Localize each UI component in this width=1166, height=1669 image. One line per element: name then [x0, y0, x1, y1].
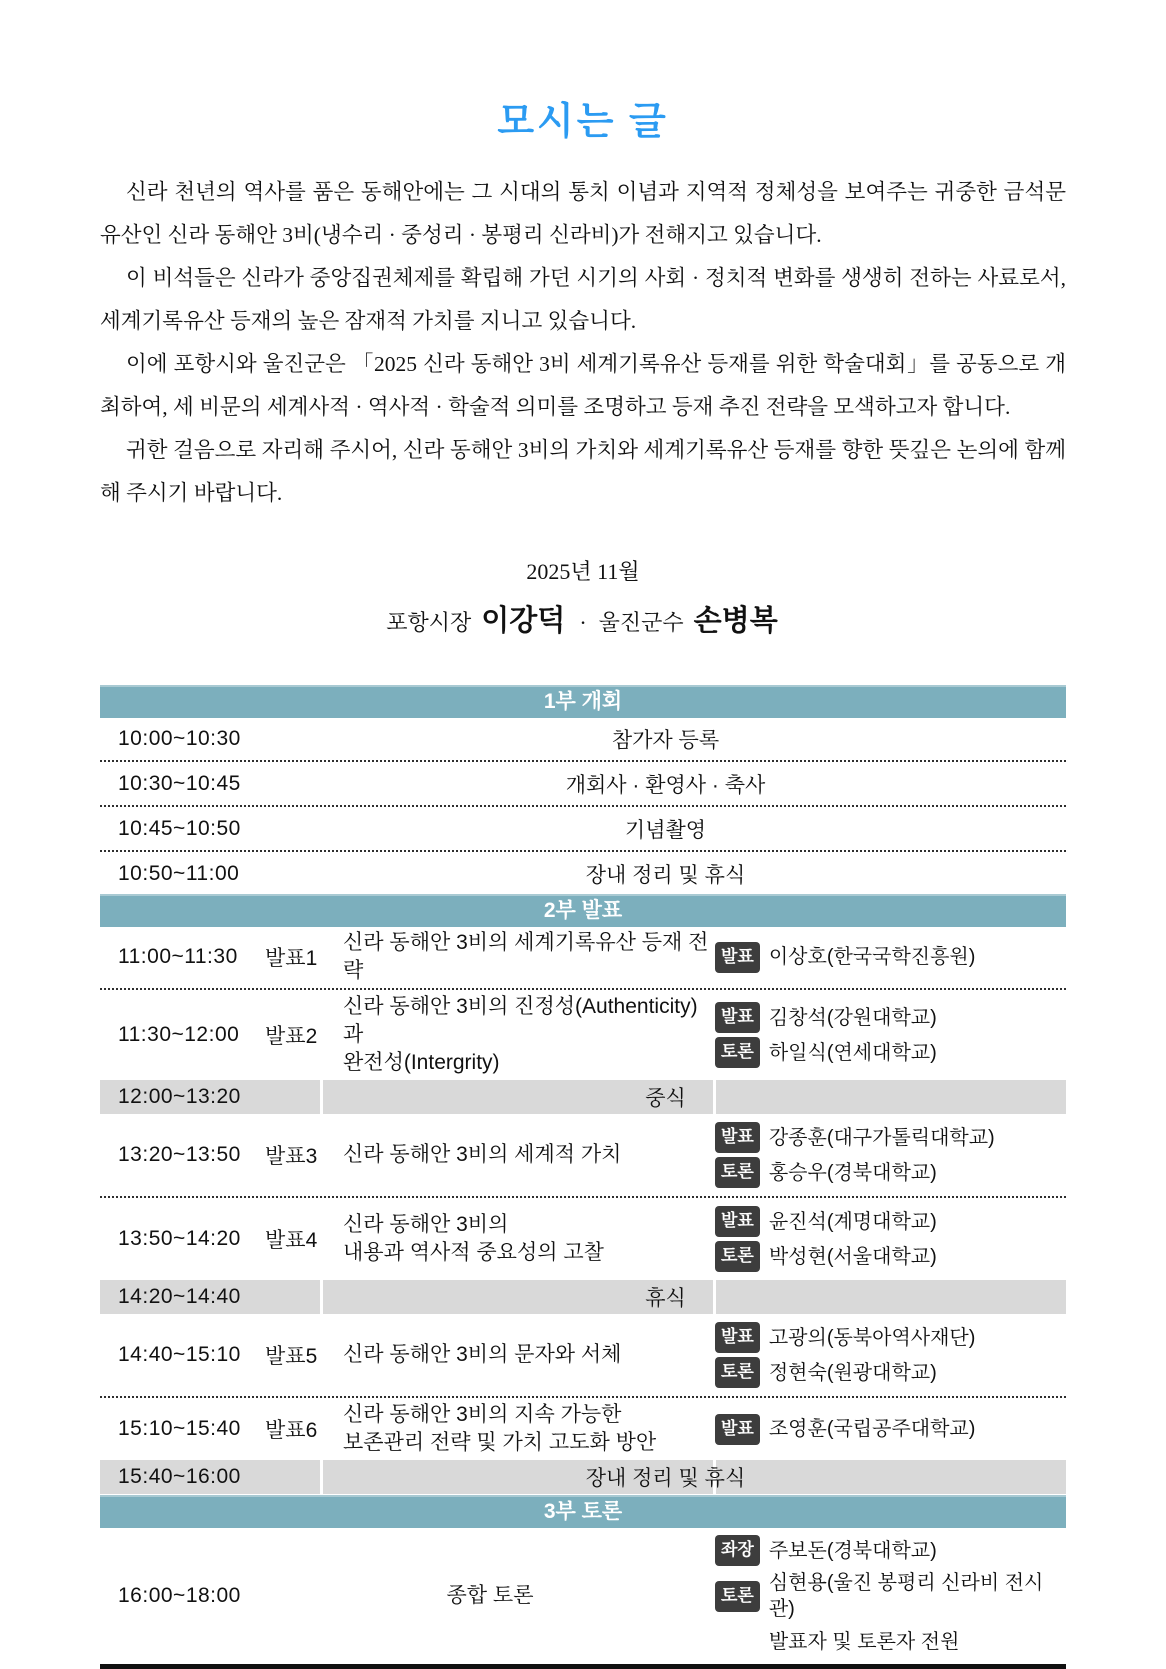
presenter-name: 홍승우(경북대학교) — [768, 1161, 937, 1184]
talk-title-line: 완전성(Intergrity) — [343, 1051, 500, 1074]
row-divider — [100, 988, 1066, 990]
schedule-row — [100, 1079, 1066, 1115]
talk-title-line: 신라 동해안 3비의 지속 가능한 — [343, 1403, 622, 1426]
presenter — [715, 1157, 1066, 1188]
row-activity-label: 중식 — [645, 1087, 686, 1110]
presenters-cell — [715, 1530, 1066, 1662]
letter-date: 2025년 11월 — [526, 559, 640, 584]
signer-role-uljin: 울진군수 — [598, 610, 684, 635]
talk-title-line: 종합 토론 — [446, 1584, 534, 1607]
talk-title — [343, 1211, 715, 1267]
presenter-name: 심현용(울진 봉평리 신라비 전시관) — [768, 1572, 1044, 1620]
talk-number: 발표4 — [265, 1229, 318, 1252]
role-badge: 토론 — [715, 1241, 760, 1272]
section-header: 2부 발표 — [100, 894, 1066, 927]
talk-title — [343, 1141, 715, 1169]
schedule-row — [100, 1399, 1066, 1459]
talk-title — [343, 1341, 715, 1369]
schedule-row — [100, 1199, 1066, 1279]
section-header: 1부 개회 — [100, 685, 1066, 718]
role-badge: 토론 — [715, 1037, 760, 1068]
talk-number: 발표3 — [265, 1145, 318, 1168]
time-cell: 10:45~10:50 — [118, 816, 241, 840]
talk-title-line: 신라 동해안 3비의 문자와 서체 — [343, 1343, 622, 1366]
presenter — [715, 1357, 1066, 1388]
presenter-name: 윤진석(계명대학교) — [768, 1210, 937, 1233]
schedule-row — [100, 1279, 1066, 1315]
time-cell: 14:20~14:40 — [118, 1285, 241, 1308]
letter-paragraph: 이 비석들은 신라가 중앙집권체제를 확립해 가던 시기의 사회 · 정치적 변화를 생생히 전하는 사료로서, 세계기록유산 등재의 높은 잠재적 가치를 지니고 있습니다. — [100, 266, 1066, 333]
schedule-row — [100, 991, 1066, 1079]
schedule-table — [100, 685, 1066, 1669]
presenters-cell — [715, 937, 1066, 978]
presenter — [715, 1535, 1066, 1566]
schedule-row — [100, 853, 1066, 894]
time-cell: 16:00~18:00 — [118, 1584, 241, 1607]
presenter-name: 정현숙(원광대학교) — [768, 1361, 937, 1384]
talk-title — [343, 929, 715, 985]
time-cell: 12:00~13:20 — [118, 1085, 241, 1108]
role-badge: 발표 — [715, 1122, 760, 1153]
presenter — [715, 942, 1066, 973]
row-divider — [100, 850, 1066, 852]
schedule-row — [100, 808, 1066, 849]
time-cell: 11:00~11:30 — [118, 945, 238, 968]
row-activity-label: 장내 정리 및 휴식 — [585, 1467, 746, 1490]
time-cell: 14:40~15:10 — [118, 1343, 241, 1366]
letter-body — [100, 171, 1066, 515]
role-badge: 토론 — [715, 1157, 760, 1188]
row-activity-label: 장내 정리 및 휴식 — [585, 863, 746, 887]
row-divider — [100, 805, 1066, 807]
letter-paragraph: 귀한 걸음으로 자리해 주시어, 신라 동해안 3비의 가치와 세계기록유산 등재를 향한 뜻깊은 논의에 함께해 주시기 바랍니다. — [100, 438, 1066, 505]
role-badge: 발표 — [715, 1002, 760, 1033]
section-header: 3부 토론 — [100, 1495, 1066, 1528]
talk-title-line: 신라 동해안 3비의 세계기록유산 등재 전략 — [343, 931, 709, 982]
row-activity-label: 개회사 · 환영사 · 축사 — [565, 773, 766, 797]
talk-title — [265, 1582, 715, 1610]
talk-number: 발표2 — [265, 1025, 318, 1048]
time-cell: 15:40~16:00 — [118, 1465, 241, 1488]
time-cell: 15:10~15:40 — [118, 1417, 241, 1440]
presenter — [715, 1122, 1066, 1153]
presenter — [715, 1570, 1066, 1622]
talk-number: 발표6 — [265, 1419, 318, 1442]
talk-number: 발표1 — [265, 947, 318, 970]
presenter — [715, 1322, 1066, 1353]
row-divider — [100, 1196, 1066, 1198]
letter-paragraph: 이에 포항시와 울진군은 「2025 신라 동해안 3비 세계기록유산 등재를 위한 학술대회」를 공동으로 개최하여, 세 비문의 세계사적 · 역사적 · 학술적 의미를 조명하고 등재 추진 전략을 모색하고자 합니다. — [100, 352, 1066, 419]
row-divider — [100, 760, 1066, 762]
letter-paragraph: 신라 천년의 역사를 품은 동해안에는 그 시대의 통치 이념과 지역적 정체성을 보여주는 귀중한 금석문 유산인 신라 동해안 3비(냉수리 · 중성리 · 봉평리 신라비)가 전해지고 있습니다. — [100, 180, 1066, 247]
row-activity-label: 참가자 등록 — [611, 728, 720, 752]
presenter-name: 발표자 및 토론자 전원 — [768, 1630, 960, 1653]
time-cell: 10:30~10:45 — [118, 771, 241, 795]
schedule-row — [100, 1315, 1066, 1395]
presenter — [715, 1626, 1066, 1657]
role-badge: 토론 — [715, 1357, 760, 1388]
schedule-row — [100, 718, 1066, 759]
role-badge: 발표 — [715, 1322, 760, 1353]
signer-role-pohang: 포항시장 — [386, 610, 472, 635]
talk-number: 발표5 — [265, 1345, 318, 1368]
role-badge: 발표 — [715, 942, 760, 973]
row-activity-label: 기념촬영 — [624, 818, 707, 842]
presenter — [715, 1037, 1066, 1068]
schedule-row — [100, 763, 1066, 804]
time-cell: 11:30~12:00 — [118, 1023, 240, 1046]
presenter-name: 고광의(동북아역사재단) — [768, 1326, 976, 1349]
time-cell: 13:20~13:50 — [118, 1143, 241, 1166]
presenters-cell — [715, 1317, 1066, 1393]
role-badge: 좌장 — [715, 1535, 760, 1566]
page-title: 모시는 글 — [497, 101, 669, 143]
presenter-name: 조영훈(국립공주대학교) — [768, 1418, 976, 1440]
signer-name-uljin: 손병복 — [693, 605, 778, 637]
presenter-name: 강종훈(대구가톨릭대학교) — [768, 1126, 995, 1149]
presenter-name: 이상호(한국국학진흥원) — [768, 946, 976, 968]
role-badge: 토론 — [715, 1581, 760, 1612]
schedule-row — [100, 1528, 1066, 1664]
presenters-cell — [715, 997, 1066, 1073]
schedule-row — [100, 1115, 1066, 1195]
talk-title-line: 신라 동해안 3비의 진정성(Authenticity)과 — [343, 995, 698, 1046]
presenter-name: 박성현(서울대학교) — [768, 1245, 937, 1268]
signature-line — [100, 598, 1066, 639]
talk-title-line: 신라 동해안 3비의 세계적 가치 — [343, 1143, 622, 1166]
talk-title — [343, 993, 715, 1077]
presenters-cell — [715, 1409, 1066, 1450]
signer-name-pohang: 이강덕 — [481, 605, 566, 637]
schedule-row — [100, 1459, 1066, 1495]
signature-separator: · — [579, 610, 587, 635]
presenter-name: 김창석(강원대학교) — [768, 1006, 937, 1029]
role-badge: 발표 — [715, 1206, 760, 1237]
talk-title — [343, 1401, 715, 1457]
schedule-row — [100, 927, 1066, 987]
time-cell: 10:50~11:00 — [118, 861, 240, 885]
time-cell: 13:50~14:20 — [118, 1227, 241, 1250]
row-divider — [100, 1396, 1066, 1398]
role-badge: 발표 — [715, 1414, 760, 1445]
presenter-name: 하일식(연세대학교) — [768, 1041, 937, 1064]
talk-title-line: 내용과 역사적 중요성의 고찰 — [343, 1241, 604, 1264]
talk-title-line: 보존관리 전략 및 가치 고도화 방안 — [343, 1431, 657, 1454]
presenter — [715, 1002, 1066, 1033]
talk-title-line: 신라 동해안 3비의 — [343, 1213, 509, 1236]
presenter — [715, 1414, 1066, 1445]
row-activity-label: 휴식 — [645, 1287, 686, 1310]
presenters-cell — [715, 1117, 1066, 1193]
presenters-cell — [715, 1201, 1066, 1277]
presenter — [715, 1206, 1066, 1237]
time-cell: 10:00~10:30 — [118, 726, 241, 750]
presenter-name: 주보돈(경북대학교) — [768, 1539, 937, 1562]
presenter — [715, 1241, 1066, 1272]
